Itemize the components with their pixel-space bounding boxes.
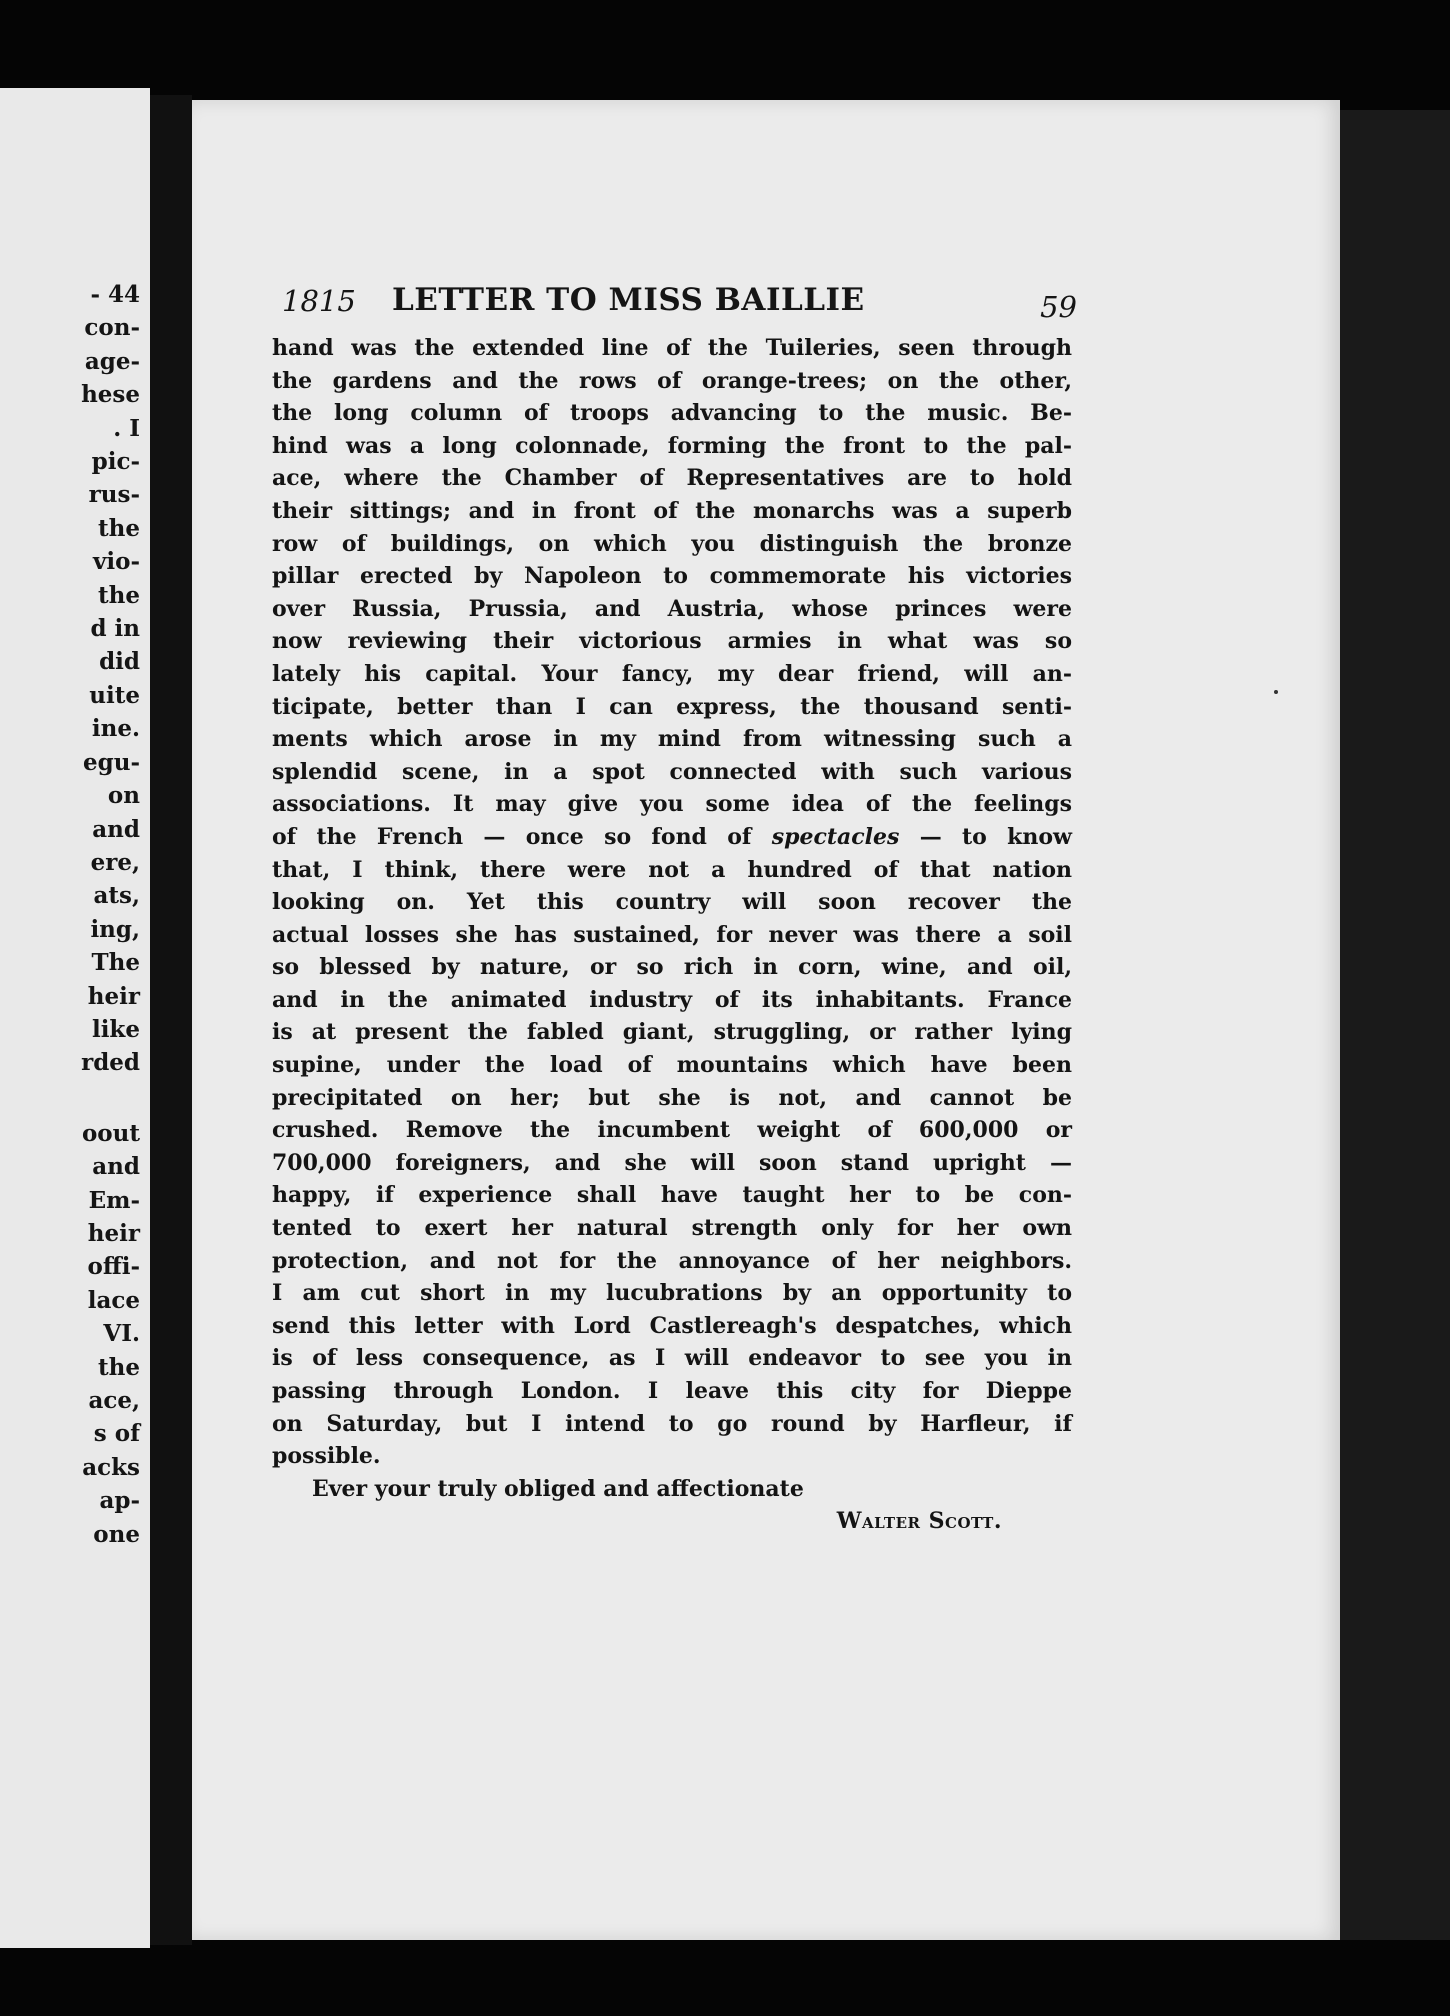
text-line: splendid scene, in a spot connected with such various bbox=[272, 758, 1072, 785]
text-line: the long column of troops advancing to the music. Be- bbox=[272, 400, 1072, 427]
text-line: over Russia, Prussia, and Austria, whose princes were bbox=[272, 595, 1072, 622]
text-line: row of buildings, on which you distinguish the bronze bbox=[272, 530, 1072, 557]
facing-line: oout bbox=[81, 1119, 140, 1147]
text-line: pillar erected by Napoleon to commemorate his victories bbox=[272, 563, 1072, 590]
text-line: ments which arose in my mind from witnessing such a bbox=[272, 726, 1072, 753]
facing-line: rus- bbox=[88, 481, 140, 509]
facing-line: hese bbox=[81, 381, 140, 409]
facing-line: ine. bbox=[91, 715, 140, 743]
text-line: 700,000 foreigners, and she will soon stand upright — bbox=[272, 1149, 1072, 1176]
text-line: the gardens and the rows of orange-trees; on the other, bbox=[272, 367, 1072, 394]
facing-line: s of bbox=[93, 1420, 140, 1448]
facing-line: offi- bbox=[87, 1253, 140, 1281]
facing-line: . I bbox=[113, 414, 140, 442]
facing-line: The bbox=[91, 949, 140, 977]
facing-line: ere, bbox=[90, 848, 140, 876]
facing-line: heir bbox=[87, 1219, 140, 1247]
facing-line: ats, bbox=[93, 882, 140, 910]
signature: Walter Scott. bbox=[836, 1508, 1002, 1535]
facing-line: - 44 bbox=[90, 281, 140, 308]
facing-line: on bbox=[107, 782, 140, 810]
text-line: is of less consequence, as I will endeavor to see you in bbox=[272, 1345, 1072, 1372]
text-line: and in the animated industry of its inhabitants. France bbox=[272, 986, 1072, 1013]
facing-line: ap- bbox=[99, 1487, 140, 1515]
book-gutter bbox=[150, 95, 192, 1945]
book-page bbox=[192, 100, 1340, 1940]
text-line: hand was the extended line of the Tuileries, seen through bbox=[272, 335, 1072, 361]
facing-line: age- bbox=[84, 347, 140, 375]
dust-speck bbox=[1274, 690, 1278, 694]
facing-line: acks bbox=[82, 1453, 140, 1481]
running-head-title: LETTER TO MISS BAILLIE bbox=[392, 282, 865, 318]
text-line: associations. It may give you some idea of the feelings bbox=[272, 791, 1072, 818]
page-number: 59 bbox=[1040, 290, 1077, 324]
facing-line: and bbox=[92, 1153, 140, 1181]
facing-line: rded bbox=[81, 1049, 140, 1077]
text-line: actual losses she has sustained, for never was there a soil bbox=[272, 921, 1072, 948]
text-line: supine, under the load of mountains which have been bbox=[272, 1052, 1072, 1079]
text-line: so blessed by nature, or so rich in corn, wine, and oil, bbox=[272, 954, 1072, 981]
letter-body bbox=[272, 332, 1072, 1538]
text-line: is at present the fabled giant, struggling, or rather lying bbox=[272, 1019, 1072, 1046]
facing-line: pic- bbox=[91, 448, 140, 476]
facing-line: con- bbox=[84, 314, 140, 342]
text-line: hind was a long colonnade, forming the front to the pal- bbox=[272, 432, 1072, 459]
text-line: send this letter with Lord Castlereagh's despatches, which bbox=[272, 1312, 1072, 1339]
facing-line: VI. bbox=[103, 1320, 140, 1348]
text-line: on Saturday, but I intend to go round by Harfleur, if bbox=[272, 1410, 1072, 1437]
text-line: I am cut short in my lucubrations by an opportunity to bbox=[272, 1280, 1072, 1307]
text-line: lately his capital. Your fancy, my dear friend, will an- bbox=[272, 660, 1072, 687]
text-line: passing through London. I leave this city for Dieppe bbox=[272, 1378, 1072, 1404]
text-line: that, I think, there were not a hundred of that nation bbox=[272, 856, 1072, 883]
facing-gap bbox=[81, 1080, 140, 1117]
text-line: of the French — once so fond of spectacles — to know bbox=[272, 823, 1072, 850]
facing-line: vio- bbox=[93, 548, 140, 576]
facing-line: lace bbox=[87, 1286, 140, 1314]
facing-line: d in bbox=[90, 615, 140, 643]
text-line: tented to exert her natural strength only for her own bbox=[272, 1215, 1072, 1242]
closing-line: Ever your truly obliged and affectionate bbox=[312, 1475, 804, 1502]
text-line: ace, where the Chamber of Representatives are to hold bbox=[272, 465, 1072, 492]
facing-line: the bbox=[98, 581, 140, 609]
facing-line: heir bbox=[87, 982, 140, 1010]
facing-line: the bbox=[98, 1353, 140, 1381]
facing-line: ace, bbox=[88, 1387, 140, 1414]
text-line: ticipate, better than I can express, the thousand senti- bbox=[272, 693, 1072, 720]
facing-page-text bbox=[81, 278, 140, 1551]
italic-word: spectacles bbox=[771, 823, 900, 850]
running-head bbox=[282, 282, 1077, 332]
text-line: looking on. Yet this country will soon recover the bbox=[272, 889, 1072, 916]
facing-line: egu- bbox=[83, 748, 140, 776]
facing-line: like bbox=[91, 1015, 140, 1043]
text-line: protection, and not for the annoyance of her neighbors. bbox=[272, 1247, 1072, 1274]
running-head-year: 1815 bbox=[282, 284, 356, 318]
facing-page-fragment bbox=[0, 88, 150, 1948]
facing-line: did bbox=[99, 648, 140, 676]
facing-line: ing, bbox=[90, 915, 140, 943]
facing-line: one bbox=[93, 1520, 140, 1548]
text-line: their sittings; and in front of the monarchs was a superb bbox=[272, 497, 1072, 524]
text-line: possible. bbox=[272, 1443, 381, 1470]
facing-line: the bbox=[98, 514, 140, 542]
page-edge-shadow bbox=[1340, 110, 1450, 1940]
facing-line: uite bbox=[89, 681, 140, 709]
text-line: crushed. Remove the incumbent weight of 600,000 or bbox=[272, 1117, 1072, 1144]
text-line: precipitated on her; but she is not, and cannot be bbox=[272, 1084, 1072, 1111]
text-line: now reviewing their victorious armies in what was so bbox=[272, 628, 1072, 655]
facing-line: Em- bbox=[88, 1186, 140, 1214]
facing-line: and bbox=[92, 815, 140, 843]
text-line: happy, if experience shall have taught her to be con- bbox=[272, 1182, 1072, 1209]
